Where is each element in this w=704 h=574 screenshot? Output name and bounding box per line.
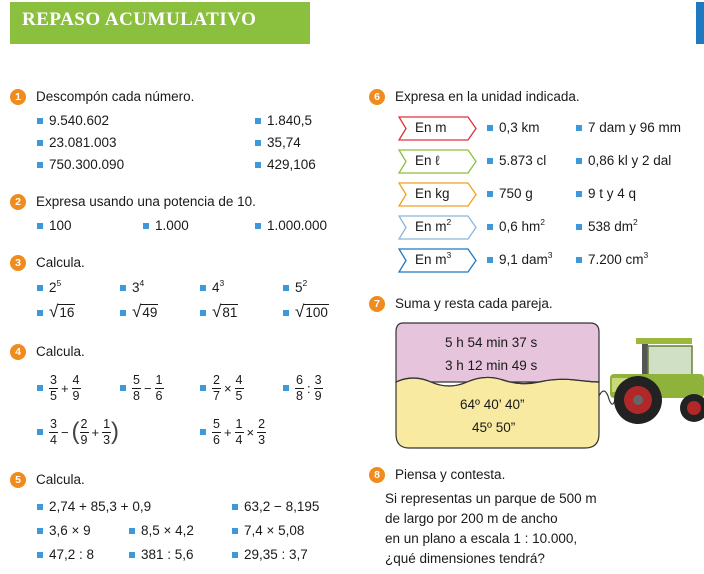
bullet-icon (487, 224, 493, 230)
problem-text-line: de largo por 200 m de ancho (385, 511, 558, 526)
bullet-icon (37, 285, 43, 291)
exercise-1-number: 1 (10, 89, 26, 105)
radical-sign-icon: √ (295, 302, 305, 321)
conversion-item: 9,1 dam$^3$ (487, 252, 553, 267)
conversion-item: 5.873 cl (487, 153, 546, 168)
radical-sign-icon: √ (49, 302, 59, 321)
bullet-icon (283, 385, 289, 391)
square-root: √81 (212, 302, 238, 321)
problem-text-line: ¿qué dimensiones tendrá? (385, 551, 545, 566)
bullet-icon (37, 118, 43, 124)
root-item (37, 303, 75, 320)
fraction-expression: $\frac{3}{4}$ − ( $\frac{2}{9}$ + $\frac{1}{3}$ ) (37, 418, 119, 446)
exercise-8-number: 8 (369, 467, 385, 483)
conversion-item: 750 g (487, 186, 533, 201)
bullet-icon (255, 118, 261, 124)
bullet-icon (37, 552, 43, 558)
fraction-expression: $\frac{2}{7}$ × $\frac{4}{5}$ (200, 374, 244, 402)
power-item: $2^5$ (37, 280, 61, 295)
page-title: REPASO ACUMULATIVO (22, 9, 257, 30)
left-parenthesis: ( (71, 418, 80, 445)
exercise-6-instruction: Expresa en la unidad indicada. (395, 89, 580, 104)
exercise-2-item: 1.000.000 (255, 218, 327, 233)
bullet-icon (120, 385, 126, 391)
radical-sign-icon: √ (212, 302, 222, 321)
unit-tag-kilograms: En kg (398, 182, 478, 207)
exercise-1-item: 23.081.003 (37, 135, 117, 150)
bullet-icon (37, 528, 43, 534)
exercise-3-number: 3 (10, 255, 26, 271)
exercise-4-number: 4 (10, 344, 26, 360)
bullet-icon (576, 224, 582, 230)
bullet-icon (143, 223, 149, 229)
exercise-1-item: 750.300.090 (37, 157, 124, 172)
exercise-1-item: 9.540.602 (37, 113, 109, 128)
exercise-2-item: 100 (37, 218, 72, 233)
exercise-7-number: 7 (369, 296, 385, 312)
bullet-icon (232, 528, 238, 534)
conversion-item: 538 $dm^2$ (576, 219, 638, 234)
problem-text-line: en un plano a escala 1 : 10.000, (385, 531, 578, 546)
bullet-icon (37, 310, 43, 316)
root-item (283, 303, 329, 320)
exercise-2-item: 1.000 (143, 218, 189, 233)
exercise-5-item: 47,2 : 8 (37, 547, 94, 562)
bullet-icon (200, 429, 206, 435)
bullet-icon (37, 162, 43, 168)
exercise-5-number: 5 (10, 472, 26, 488)
exercise-2-number: 2 (10, 194, 26, 210)
exercise-1-item: 429,106 (255, 157, 316, 172)
square-root: √16 (49, 302, 75, 321)
conversion-item: 0,86 kl y 2 dal (576, 153, 671, 168)
fraction-expression: $\frac{6}{8}$ : $\frac{3}{9}$ (283, 374, 323, 402)
bullet-icon (255, 223, 261, 229)
angle-value: 45º 50” (472, 420, 516, 435)
unit-tag-liters: En ℓ (398, 149, 478, 174)
power-item: $5^2$ (283, 280, 307, 295)
bullet-icon (37, 385, 43, 391)
bullet-icon (487, 257, 493, 263)
bullet-icon (37, 223, 43, 229)
bullet-icon (37, 504, 43, 510)
bullet-icon (255, 140, 261, 146)
exercise-7-instruction: Suma y resta cada pareja. (395, 296, 553, 311)
exercise-6-number: 6 (369, 89, 385, 105)
bullet-icon (200, 285, 206, 291)
bullet-icon (37, 429, 43, 435)
root-item (120, 303, 158, 320)
bullet-icon (232, 504, 238, 510)
radical-sign-icon: √ (132, 302, 142, 321)
angle-value: 64º 40’ 40” (460, 397, 525, 412)
fraction-expression: $\frac{5}{8}$ − $\frac{1}{6}$ (120, 374, 164, 402)
exercise-1-item: 1.840,5 (255, 113, 312, 128)
root-item (200, 303, 238, 320)
bullet-icon (120, 285, 126, 291)
exercise-1-item: 35,74 (255, 135, 301, 150)
conversion-item: 0,6 $hm^2$ (487, 219, 545, 234)
power-item: $3^4$ (120, 280, 144, 295)
unit-tag-meters: En m (398, 116, 478, 141)
bullet-icon (576, 158, 582, 164)
unit-tag-cubic-meters: En $m^3$ (398, 248, 478, 273)
bullet-icon (37, 140, 43, 146)
bullet-icon (576, 125, 582, 131)
conversion-item: 7 dam y 96 mm (576, 120, 681, 135)
power-item: $4^3$ (200, 280, 224, 295)
exercise-5-item: 8,5 × 4,2 (129, 523, 194, 538)
square-root: √100 (295, 302, 328, 321)
bullet-icon (129, 552, 135, 558)
exercise-5-item: 63,2 − 8,195 (232, 499, 319, 514)
problem-text-line: Si representas un parque de 500 m (385, 491, 597, 506)
bullet-icon (232, 552, 238, 558)
exercise-2-instruction: Expresa usando una potencia de 10. (36, 194, 256, 209)
right-parenthesis: ) (111, 418, 120, 445)
exercise-5-item: 381 : 5,6 (129, 547, 194, 562)
header-corner-tab (696, 2, 704, 44)
exercise-5-instruction: Calcula. (36, 472, 85, 487)
bullet-icon (576, 191, 582, 197)
exercise-4-instruction: Calcula. (36, 344, 85, 359)
conversion-item: 7.200 $cm^3$ (576, 252, 648, 267)
bullet-icon (129, 528, 135, 534)
time-value: 3 h 12 min 49 s (445, 358, 538, 373)
conversion-item: 9 t y 4 q (576, 186, 636, 201)
bullet-icon (487, 191, 493, 197)
bullet-icon (283, 310, 289, 316)
exercise-5-item: 3,6 × 9 (37, 523, 91, 538)
bullet-icon (487, 125, 493, 131)
fraction-expression: $\frac{3}{5}$ + $\frac{4}{9}$ (37, 374, 81, 402)
bullet-icon (255, 162, 261, 168)
exercise-5-item: 29,35 : 3,7 (232, 547, 308, 562)
bullet-icon (487, 158, 493, 164)
bullet-icon (283, 285, 289, 291)
bullet-icon (120, 310, 126, 316)
square-root: √49 (132, 302, 158, 321)
tractor-icon (606, 334, 704, 426)
conversion-item: 0,3 km (487, 120, 540, 135)
exercise-5-item: 2,74 + 85,3 + 0,9 (37, 499, 151, 514)
bullet-icon (576, 257, 582, 263)
time-value: 5 h 54 min 37 s (445, 335, 538, 350)
fraction-expression: $\frac{5}{6}$ + $\frac{1}{4}$ × $\frac{2}{3}$ (200, 418, 266, 446)
exercise-8-instruction: Piensa y contesta. (395, 467, 506, 482)
exercise-3-instruction: Calcula. (36, 255, 85, 270)
exercise-5-item: 7,4 × 5,08 (232, 523, 304, 538)
unit-tag-square-meters: En $m^2$ (398, 215, 478, 240)
bullet-icon (200, 385, 206, 391)
exercise-1-instruction: Descompón cada número. (36, 89, 195, 104)
bullet-icon (200, 310, 206, 316)
